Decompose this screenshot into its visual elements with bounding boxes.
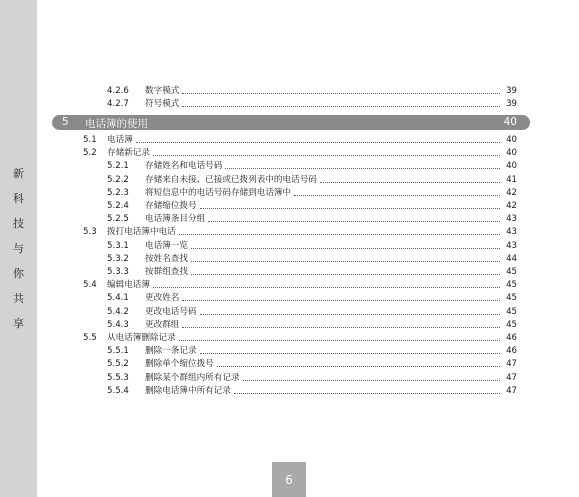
toc-entry-title: 电话簿条目分组 [145, 214, 206, 225]
toc-entry-title: 存储姓名和电话号码 [145, 161, 223, 172]
toc-entry[interactable] [107, 84, 517, 98]
toc-entry-title: 更改电话号码 [145, 306, 197, 317]
toc-entry-page: 45 [506, 267, 517, 277]
toc-entry-page: 47 [506, 385, 517, 396]
toc-entry-page: 42 [506, 201, 517, 211]
toc-entry-number: 5.2.1 [107, 161, 129, 172]
toc-entry[interactable] [83, 146, 517, 160]
toc-entry-number: 5.4 [83, 280, 97, 291]
dot-leader [182, 106, 500, 107]
chapter-number: 5 [62, 116, 69, 128]
toc-entry[interactable] [107, 173, 517, 187]
chapter-page-number: 40 [503, 116, 517, 128]
toc-entry-number: 5.5 [83, 333, 97, 343]
toc-entry[interactable] [107, 318, 517, 332]
dot-leader [153, 155, 500, 156]
toc-entry[interactable] [83, 225, 517, 239]
toc-entry-number: 5.5.1 [107, 346, 129, 357]
dot-leader [179, 234, 500, 235]
sidebar-char: 享 [13, 317, 24, 330]
toc-entry-number: 5.2.4 [107, 201, 129, 211]
toc-entry[interactable] [83, 331, 517, 345]
toc-entry-title: 符号模式 [145, 99, 180, 110]
toc-entry-page: 40 [506, 148, 517, 159]
toc-entry-title: 存储来自未接、已接或已拨列表中的电话号码 [145, 174, 317, 185]
page-number-box [272, 462, 306, 497]
toc-entry-page: 39 [506, 86, 517, 96]
dot-leader [191, 261, 500, 262]
toc-entry-page: 40 [506, 135, 517, 145]
toc-entry-number: 5.5.4 [107, 385, 129, 396]
toc-entry[interactable] [107, 305, 517, 319]
toc-entry[interactable] [107, 239, 517, 253]
toc-entry[interactable] [83, 278, 517, 292]
dot-leader [225, 168, 500, 169]
toc-entry-page: 46 [506, 333, 517, 343]
toc-entry-title: 删除某个群组内所有记录 [145, 372, 240, 383]
toc-entry-page: 45 [506, 306, 517, 317]
dot-leader [208, 221, 500, 222]
toc-entry[interactable] [107, 252, 517, 266]
toc-entry-page: 47 [506, 359, 517, 370]
toc-entry-number: 4.2.7 [107, 99, 129, 110]
toc-entry-number: 5.3.3 [107, 267, 129, 277]
toc-entry-title: 删除单个缩位拨号 [145, 359, 214, 370]
toc-entry[interactable] [107, 97, 517, 111]
toc-entry[interactable] [83, 133, 517, 147]
page-number: 6 [285, 472, 293, 487]
toc-entry-page: 40 [506, 161, 517, 172]
dot-leader [294, 195, 500, 196]
toc-entry-page: 43 [506, 240, 517, 251]
toc-entry-number: 5.1 [83, 135, 97, 145]
toc-entry-title: 存储缩位拨号 [145, 201, 197, 211]
toc-entry[interactable] [107, 199, 517, 213]
sidebar-char: 与 [13, 242, 24, 255]
sidebar-char: 技 [13, 217, 24, 230]
dot-leader [200, 208, 500, 209]
toc-entry-number: 5.4.3 [107, 319, 129, 330]
toc-entry-number: 5.2.3 [107, 187, 129, 198]
toc-entry-page: 44 [506, 253, 517, 264]
toc-entry-number: 5.2.2 [107, 174, 129, 185]
toc-entry-number: 4.2.6 [107, 86, 129, 96]
dot-leader [243, 380, 500, 381]
toc-entry-title: 从电话簿删除记录 [107, 333, 176, 343]
dot-leader [234, 393, 500, 394]
toc-entry-number: 5.5.3 [107, 372, 129, 383]
toc-entry-title: 拨打电话簿中电话 [107, 227, 176, 238]
sidebar-char: 你 [13, 267, 24, 280]
dot-leader [320, 182, 500, 183]
toc-entry-page: 43 [506, 214, 517, 225]
dot-leader [136, 142, 500, 143]
chapter-heading-bar[interactable] [52, 115, 530, 130]
dot-leader [200, 314, 500, 315]
toc-entry-page: 39 [506, 99, 517, 110]
toc-entry[interactable] [107, 344, 517, 358]
toc-entry-title: 编辑电话簿 [107, 280, 150, 291]
toc-entry-page: 45 [506, 319, 517, 330]
toc-entry-number: 5.4.1 [107, 293, 129, 304]
toc-entry-number: 5.3.2 [107, 253, 129, 264]
dot-leader [182, 327, 500, 328]
sidebar-char: 共 [13, 292, 24, 305]
toc-entry-number: 5.3 [83, 227, 97, 238]
toc-entry-title: 电话簿 [107, 135, 133, 145]
toc-entry-title: 存储新记录 [107, 148, 150, 159]
chapter-title: 电话簿的使用 [85, 118, 148, 130]
toc-entry-title: 数字模式 [145, 86, 180, 96]
toc-entry-page: 41 [506, 174, 517, 185]
toc-entry-page: 43 [506, 227, 517, 238]
toc-entry-page: 45 [506, 280, 517, 291]
toc-entry-page: 42 [506, 187, 517, 198]
dot-leader [182, 300, 500, 301]
toc-entry-title: 更改群组 [145, 319, 180, 330]
sidebar-char: 新 [13, 167, 24, 180]
toc-entry-page: 47 [506, 372, 517, 383]
toc-entry-title: 按群组查找 [145, 267, 188, 277]
dot-leader [191, 274, 500, 275]
dot-leader [179, 340, 500, 341]
toc-entry-title: 删除一条记录 [145, 346, 197, 357]
toc-entry-title: 电话簿一览 [145, 240, 188, 251]
toc-entry[interactable] [107, 357, 517, 371]
toc-entry-title: 按姓名查找 [145, 253, 188, 264]
toc-entry[interactable] [107, 371, 517, 385]
toc-entry-number: 5.5.2 [107, 359, 129, 370]
toc-entry-number: 5.4.2 [107, 306, 129, 317]
toc-entry-number: 5.2 [83, 148, 97, 159]
toc-entry[interactable] [107, 159, 517, 173]
toc-entry-page: 45 [506, 293, 517, 304]
dot-leader [200, 353, 500, 354]
toc-entry-title: 更改姓名 [145, 293, 180, 304]
toc-entry[interactable] [107, 212, 517, 226]
toc-entry-number: 5.3.1 [107, 240, 129, 251]
dot-leader [217, 366, 500, 367]
toc-entry[interactable] [107, 291, 517, 305]
toc-entry[interactable] [107, 186, 517, 200]
dot-leader [191, 248, 500, 249]
toc-entry-title: 删除电话簿中所有记录 [145, 385, 231, 396]
toc-entry[interactable] [107, 265, 517, 279]
toc-entry-title: 将短信息中的电话号码存储到电话簿中 [145, 187, 292, 198]
toc-entry[interactable] [107, 384, 517, 398]
toc-entry-page: 46 [506, 346, 517, 357]
dot-leader [182, 93, 500, 94]
toc-entry-number: 5.2.5 [107, 214, 129, 225]
sidebar-char: 科 [13, 192, 24, 205]
dot-leader [153, 287, 500, 288]
